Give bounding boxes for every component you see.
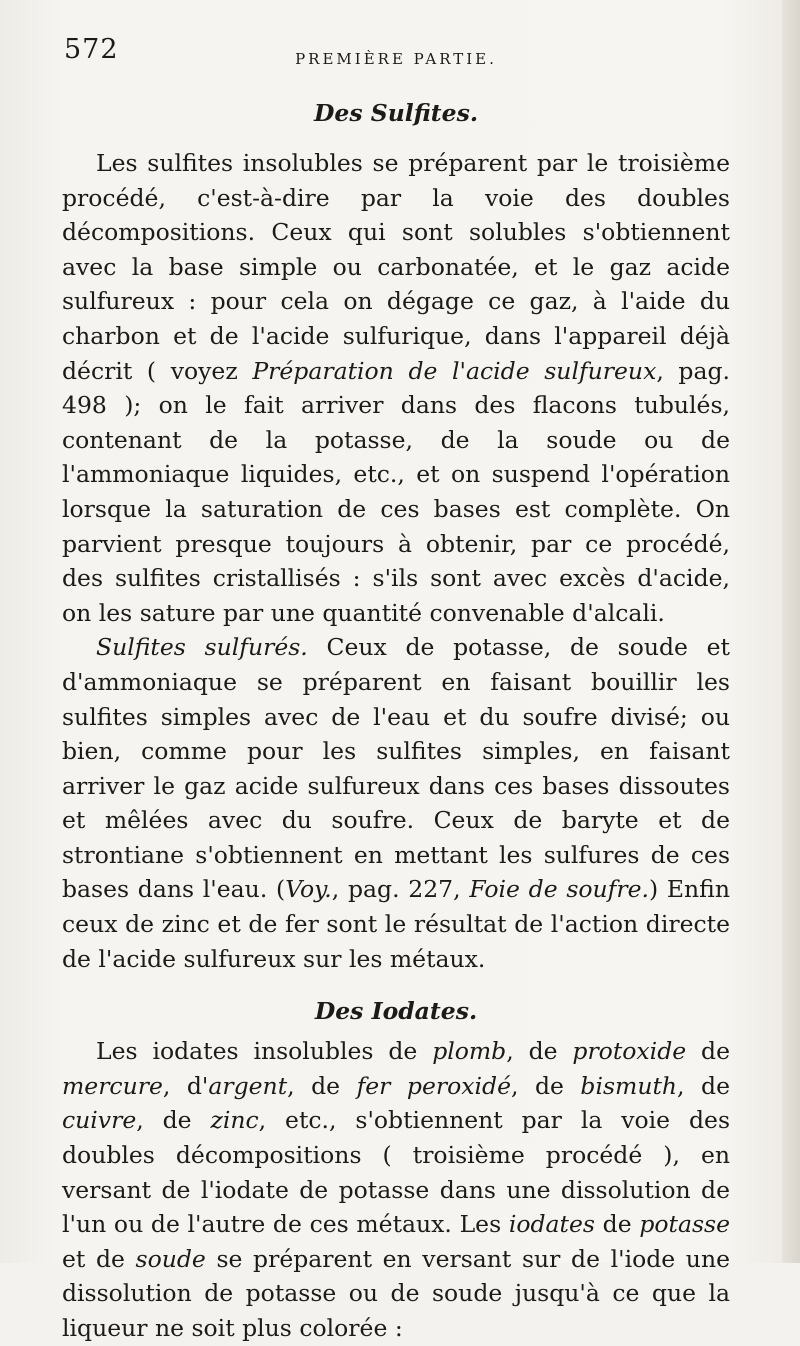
page-gutter xyxy=(782,0,800,1263)
text-run: , de xyxy=(506,1037,573,1066)
section-heading-iodates: Des Iodates. xyxy=(314,997,478,1026)
italic-term: mercure xyxy=(62,1071,163,1100)
italic-term: plomb xyxy=(432,1037,507,1066)
text-run: , de xyxy=(287,1071,357,1100)
text-run: se préparent en versant sur de l'iode une dissolution de potasse ou de soude jusqu'à ce que la liqueur ne soit plus colorée : xyxy=(62,1244,730,1342)
italic-reference: Voy. xyxy=(285,875,332,904)
paragraph-sulfites-sulfures xyxy=(62,630,730,976)
italic-term: bismuth xyxy=(580,1071,678,1100)
italic-reference: Préparation de l'acide sulfureux xyxy=(252,356,657,385)
text-run: Les sulfites insolubles se préparent par le troisième procédé, c'est-à-dire par la voie des doubles décompositions. Ceux qui sont solubles s'obtiennent avec la base simple ou carbonatée, et le gaz acide sulfureux : pour cela on dégage ce gaz, à l'aide du charbon et de l'acide sulfurique, dans l'appareil déjà décrit ( voyez xyxy=(62,149,730,385)
text-run: , pag. 227, xyxy=(331,875,470,904)
italic-term: potasse xyxy=(639,1210,730,1239)
paragraph-sulfites xyxy=(62,146,730,630)
text-run: Ceux de potasse, de soude et d'ammoniaque se préparent en faisant bouillir les sulfites simples avec de l'eau et du soufre divisé; ou bien, comme pour les sulfites simples, en faisant arriver le gaz acide sulfureux dans ces bases dissoutes et mêlées avec du soufre. Ceux de baryte et de strontiane s'obtiennent en mettant les sulfures de ces bases dans l'eau. ( xyxy=(62,633,730,904)
page-body xyxy=(62,96,730,1346)
text-run: , d' xyxy=(162,1071,209,1100)
text-run: , etc., s'obtiennent par la voie des doubles décompositions ( troisième procédé ), en versant de l'iodate de potasse dans une dissolution de l'un ou de l'autre de ces métaux. Les xyxy=(62,1106,730,1239)
text-run: , de xyxy=(677,1071,730,1100)
text-run: de xyxy=(686,1037,730,1066)
text-run: Les iodates insolubles de xyxy=(96,1037,433,1066)
italic-term: zinc xyxy=(210,1106,259,1135)
italic-term: fer peroxidé xyxy=(356,1071,511,1100)
running-head: PREMIÈRE PARTIE. xyxy=(295,50,497,68)
text-run: , pag. 498 ); on le fait arriver dans des flacons tubulés, contenant de la potasse, de la soude ou de l'ammoniaque liquides, etc., et on suspend l'opération lorsque la saturation de ces bases est complète. On parvient presque toujours à obtenir, par ce procédé, des sulfites cristallisés : s'ils sont avec excès d'acide, on les sature par une quantité convenable d'alcali. xyxy=(62,356,730,627)
italic-term: protoxide xyxy=(572,1037,687,1066)
italic-reference: Foie de soufre. xyxy=(469,875,649,904)
italic-term: argent xyxy=(208,1071,288,1100)
italic-term: soude xyxy=(135,1244,206,1273)
text-run: de xyxy=(594,1210,640,1239)
italic-subheading: Sulfites sulfurés. xyxy=(96,633,308,662)
paragraph-iodates xyxy=(62,1034,730,1345)
text-run: , de xyxy=(510,1071,581,1100)
page-header xyxy=(62,34,730,74)
italic-term: cuivre xyxy=(62,1106,137,1135)
page-number: 572 xyxy=(64,34,119,65)
text-run: et de xyxy=(62,1244,136,1273)
section-heading-sulfites: Des Sulfites. xyxy=(313,99,479,127)
text-run: ) Enfin ceux de zinc et de fer sont le résultat de l'action directe de l'acide sulfureux sur les métaux. xyxy=(62,875,730,973)
italic-term: iodates xyxy=(508,1210,595,1239)
text-run: , de xyxy=(136,1106,211,1135)
